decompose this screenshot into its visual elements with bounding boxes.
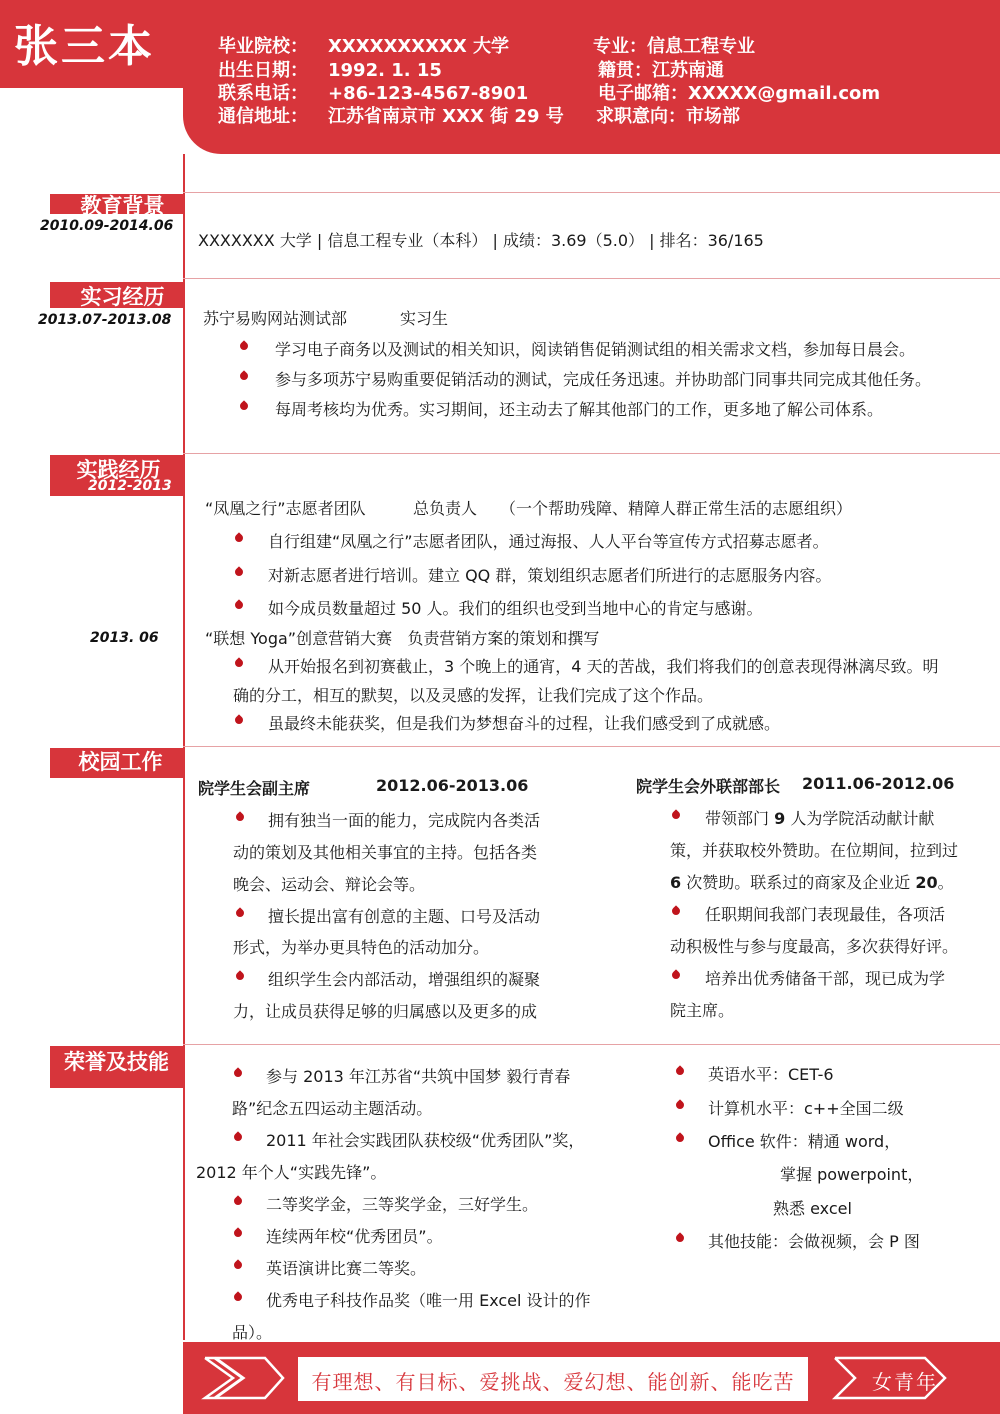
bullet-icon	[233, 566, 244, 577]
campus-left-line: 拥有独当一面的能力，完成院内各类活	[268, 811, 541, 830]
honor-line: 参与 2013 年江苏省“共筑中国梦 毅行青春	[266, 1067, 571, 1086]
bullet-icon	[670, 809, 681, 820]
bullet-icon	[233, 714, 244, 725]
campus-right-role: 院学生会外联部部长	[636, 777, 781, 796]
practice-org: “凤凰之行”志愿者团队	[205, 499, 366, 518]
bullet-icon	[234, 907, 245, 918]
skill-line: 掌握 powerpoint，	[780, 1165, 924, 1184]
practice-bullet: 对新志愿者进行培训。建立 QQ 群，策划组织志愿者们所进行的志愿服务内容。	[268, 566, 832, 585]
practice-bullet: 自行组建“凤凰之行”志愿者团队，通过海报、人人平台等宣传方式招募志愿者。	[268, 532, 829, 551]
campus-right-line: 培养出优秀储备干部，现已成为学	[705, 969, 946, 988]
internship-date: 2013.07-2013.08	[38, 312, 172, 328]
bullet-icon	[232, 1291, 243, 1302]
info-value: 市场部	[686, 106, 740, 127]
bullet-icon	[232, 1131, 243, 1142]
skill-line: 熟悉 excel	[773, 1199, 852, 1218]
bullet-icon	[233, 532, 244, 543]
section-title-internship: 实习经历	[80, 285, 165, 309]
honor-line: 连续两年校“优秀团员”。	[266, 1227, 443, 1246]
campus-left-line: 擅长提出富有创意的主题、口号及活动	[268, 907, 541, 926]
bullet-icon	[674, 1132, 685, 1143]
footer-tag: 女青年	[872, 1370, 938, 1394]
bullet-icon	[233, 657, 244, 668]
campus-left-line: 力，让成员获得足够的归属感以及更多的成	[233, 1002, 538, 1021]
practice-bullet: 如今成员数量超过 50 人。我们的组织也受到当地中心的肯定与感谢。	[268, 599, 763, 618]
section-title-practice: 实践经历	[76, 458, 161, 482]
bullet-icon	[670, 969, 681, 980]
section-title-honors: 荣誉及技能	[64, 1050, 169, 1074]
info-label: 电子邮箱：	[598, 83, 688, 104]
honor-line: 品）。	[232, 1323, 273, 1342]
education-line: XXXXXXX 大学 | 信息工程专业（本科） | 成绩：3.69（5.0） | 排名：36/165	[198, 231, 764, 250]
info-value: +86-123-4567-8901	[328, 83, 529, 104]
info-major	[593, 32, 755, 58]
bullet-icon	[233, 599, 244, 610]
honor-line: 2012 年个人“实践先锋”。	[196, 1163, 387, 1182]
section-divider	[183, 746, 1000, 747]
bullet-icon	[670, 905, 681, 916]
footer-slogan: 有理想、有目标、爱挑战、爱幻想、能创新、能吃苦	[311, 1370, 795, 1394]
info-job-intention	[596, 102, 740, 128]
campus-left-line: 形式，为举办更具特色的活动加分。	[233, 938, 490, 957]
internship-bullet: 学习电子商务以及测试的相关知识，阅读销售促销测试组的相关需求文档，参加每日晨会。	[275, 340, 916, 359]
bullet-icon	[238, 370, 249, 381]
info-label: 联系电话：	[218, 83, 308, 104]
bullet-icon	[232, 1195, 243, 1206]
honor-line: 路”纪念五四运动主题活动。	[232, 1099, 433, 1118]
campus-right-line: 策，并获取校外赞助。在位期间，拉到过	[670, 841, 959, 860]
info-label: 籍贯：	[598, 60, 652, 81]
bullet-icon	[674, 1065, 685, 1076]
info-value: 信息工程专业	[647, 36, 755, 57]
info-address	[218, 102, 564, 128]
internship-bullet: 参与多项苏宁易购重要促销活动的测试，完成任务迅速。并协助部门同事共同完成其他任务。	[275, 370, 932, 389]
bullet-icon	[238, 340, 249, 351]
practice-contest: “联想 Yoga”创意营销大赛 负责营销方案的策划和撰写	[205, 629, 600, 648]
bullet-icon	[674, 1099, 685, 1110]
skill-line: 其他技能：会做视频，会 P 图	[708, 1232, 920, 1251]
info-label: 通信地址：	[218, 106, 308, 127]
internship-role: 实习生	[400, 309, 449, 328]
info-value: 1992. 1. 15	[328, 60, 442, 81]
practice-contest-line: 确的分工，相互的默契，以及灵感的发挥，让我们完成了这个作品。	[233, 686, 714, 705]
bullet-icon	[674, 1232, 685, 1243]
section-divider	[183, 192, 1000, 193]
practice-contest-line: 虽最终未能获奖，但是我们为梦想奋斗的过程，让我们感受到了成就感。	[268, 714, 781, 733]
campus-right-line: 6 次赞助。联系过的商家及企业近 20。	[670, 873, 954, 892]
section-title-campus: 校园工作	[78, 750, 163, 774]
campus-left-line: 动的策划及其他相关事宜的主持。包括各类	[233, 843, 538, 862]
campus-left-period: 2012.06-2013.06	[376, 776, 529, 795]
education-date: 2010.09-2014.06	[40, 218, 174, 234]
section-divider	[183, 278, 1000, 279]
bullet-icon	[232, 1227, 243, 1238]
campus-left-role: 院学生会副主席	[198, 779, 311, 798]
honor-line: 二等奖学金，三等奖学金，三好学生。	[266, 1195, 539, 1214]
bullet-icon	[232, 1067, 243, 1078]
campus-right-period: 2011.06-2012.06	[802, 774, 955, 793]
campus-right-line: 带领部门 9 人为学院活动献计献	[705, 809, 935, 828]
internship-company: 苏宁易购网站测试部	[203, 309, 348, 328]
campus-right-line: 动积极性与参与度最高，多次获得好评。	[670, 937, 959, 956]
bullet-icon	[234, 970, 245, 981]
info-value: 江苏南通	[652, 60, 724, 81]
section-title-education: 教育背景	[80, 194, 165, 218]
info-value: XXXXX@gmail.com	[688, 83, 881, 104]
info-label: 毕业院校：	[218, 36, 308, 57]
honor-line: 英语演讲比赛二等奖。	[266, 1259, 427, 1278]
info-value: XXXXXXXXXX 大学	[328, 36, 510, 57]
bullet-icon	[238, 400, 249, 411]
practice-role: 总负责人	[413, 499, 478, 518]
practice-date-2: 2013. 06	[90, 630, 159, 646]
campus-left-line: 组织学生会内部活动，增强组织的凝聚	[268, 970, 541, 989]
header-panel	[183, 0, 1000, 154]
skill-line: 英语水平：CET-6	[708, 1065, 834, 1084]
bullet-icon	[232, 1259, 243, 1270]
bullet-icon	[234, 811, 245, 822]
skill-line: Office 软件：精通 word，	[708, 1132, 901, 1151]
section-divider	[183, 453, 1000, 454]
honor-line: 优秀电子科技作品奖（唯一用 Excel 设计的作	[266, 1291, 591, 1310]
practice-desc: （一个帮助残障、精障人群正常生活的志愿组织）	[500, 499, 853, 518]
section-divider	[183, 1044, 1000, 1045]
skill-line: 计算机水平：c++全国二级	[708, 1099, 904, 1118]
practice-date-1: 2012-2013	[88, 478, 172, 494]
honor-line: 2011 年社会实践团队获校级“优秀团队”奖，	[266, 1131, 585, 1150]
candidate-name: 张三本	[14, 21, 155, 72]
info-school	[218, 32, 509, 58]
campus-right-line: 任职期间我部门表现最佳，各项活	[705, 905, 946, 924]
info-value: 江苏省南京市 XXX 街 29 号	[328, 106, 564, 127]
internship-bullet: 每周考核均为优秀。实习期间，还主动去了解其他部门的工作，更多地了解公司体系。	[275, 400, 884, 419]
info-label: 求职意向：	[596, 106, 686, 127]
campus-right-line: 院主席。	[670, 1001, 735, 1020]
practice-contest-line: 从开始报名到初赛截止，3 个晚上的通宵，4 天的苦战，我们将我们的创意表现得淋漓尽致。明	[268, 657, 939, 676]
info-label: 专业：	[593, 36, 647, 57]
info-label: 出生日期：	[218, 60, 308, 81]
campus-left-line: 晚会、运动会、辩论会等。	[233, 875, 426, 894]
